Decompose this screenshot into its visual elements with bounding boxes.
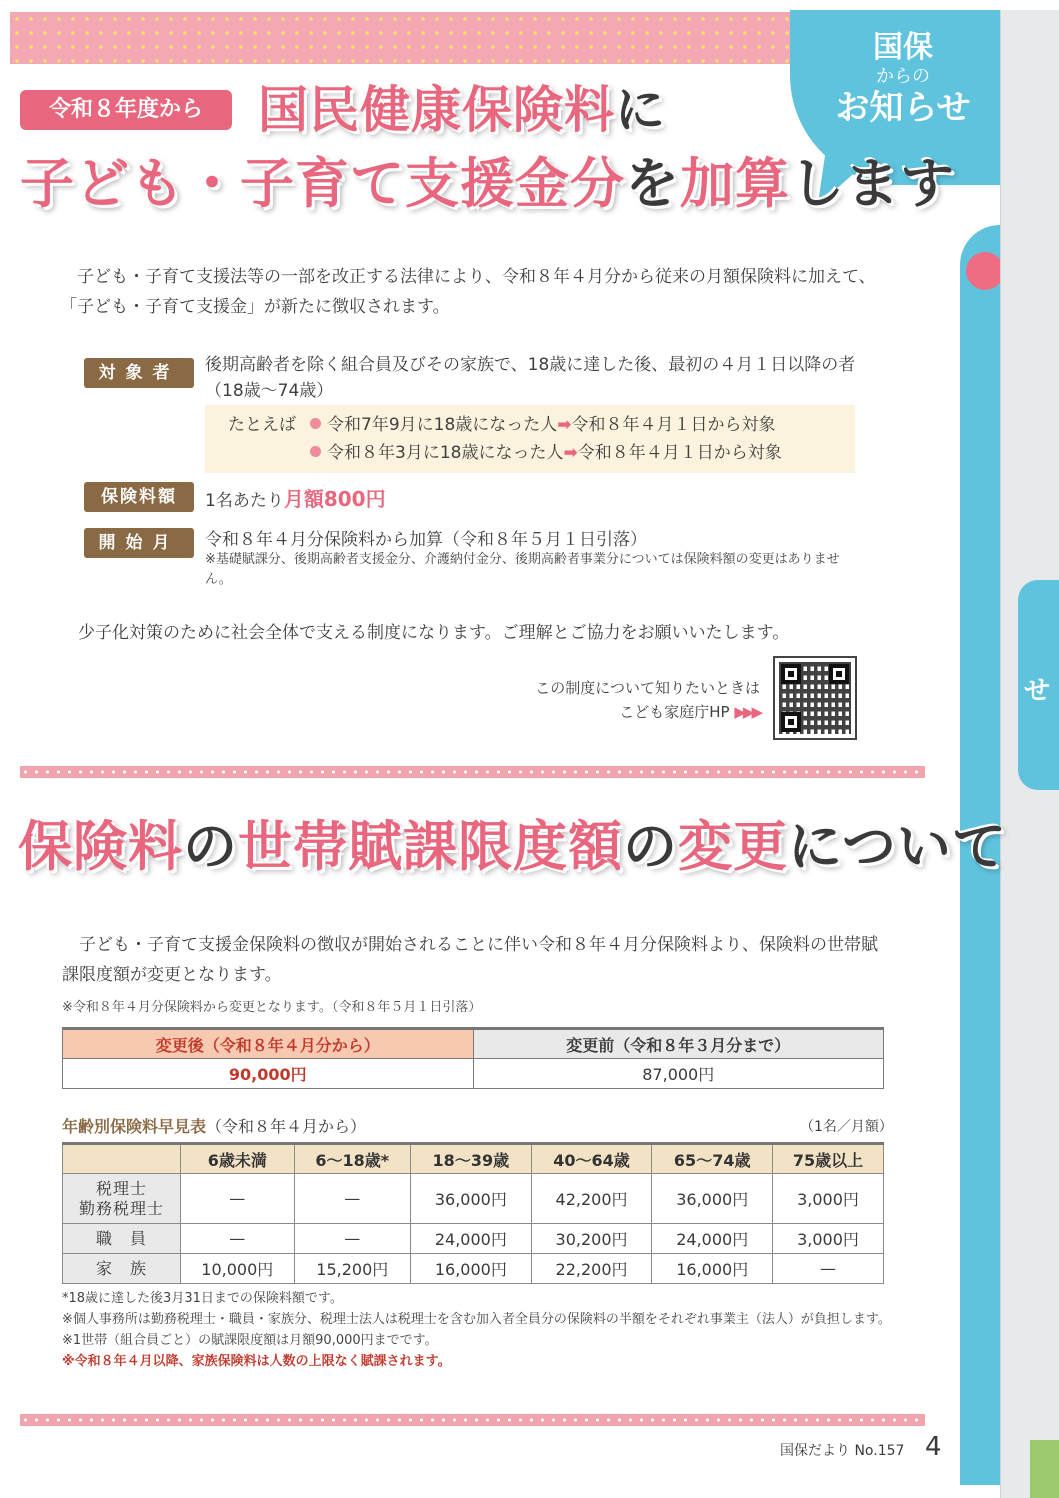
age-table-unit: （1名／月額）: [800, 1119, 893, 1135]
table-cell: 10,000円: [181, 1254, 295, 1284]
fee-label: 保険料額: [84, 482, 194, 512]
bubble-line2: からの: [876, 66, 930, 87]
table-cell: 3,000円: [773, 1224, 884, 1254]
closing-text: 少子化対策のために社会全体で支える制度になります。ご理解とご協力をお願いいたします。: [78, 623, 790, 643]
table-cell: —: [294, 1174, 410, 1224]
publication-name: 国保だより No.157: [780, 1443, 905, 1459]
headline-1-part2: に: [615, 81, 666, 139]
headline-2: [20, 150, 955, 218]
triple-arrow-icon: ▶▶▶: [734, 703, 760, 721]
table-row: [63, 1254, 884, 1284]
table-cell: 3,000円: [773, 1174, 884, 1224]
limit-table: [62, 1027, 884, 1089]
hp-link-text: こども家庭庁HP: [619, 703, 730, 721]
column-header: 18～39歳: [410, 1144, 531, 1174]
qr-finder: [781, 664, 801, 684]
table-header-row: [63, 1144, 884, 1174]
adjacent-page-green: [1030, 1440, 1059, 1498]
table-cell: 16,000円: [652, 1254, 773, 1284]
footnotes: [62, 1288, 922, 1372]
fiscal-year-tag: 令和８年度から: [20, 90, 232, 130]
footnote-1: *18歳に達した後3月31日までの保険料額です。: [62, 1291, 343, 1306]
age-table-title: [62, 1114, 366, 1137]
table-cell: —: [181, 1224, 295, 1254]
start-label: 開始月: [84, 528, 194, 558]
table-cell: —: [294, 1224, 410, 1254]
row-label: 家 族: [63, 1254, 181, 1284]
limit-intro: 子ども・子育て支援金保険料の徴収が開始されることに伴い令和８年４月分保険料より、保険料の世帯賦課限度額が変更となります。: [62, 935, 878, 985]
fee-text: [205, 483, 386, 512]
example-2-condition: 令和８年3月に18歳になった人: [327, 443, 564, 463]
section-divider: [20, 766, 925, 778]
headline-3-part-b: の: [183, 815, 238, 878]
headline-3-part-e: 変更: [678, 815, 788, 878]
age-table-title-main: 年齢別保険料早見表: [62, 1117, 207, 1136]
headline-3-part-f: について: [788, 815, 1007, 878]
footnote-2: ※個人事務所は勤務税理士・職員・家族分、税理士法人は税理士を含む加入者全員分の保険料の半額をそれぞれ事業主（法人）が負担します。: [62, 1312, 891, 1327]
column-header: [63, 1144, 181, 1174]
right-arrow-icon: ➡: [563, 443, 578, 463]
table-row: [63, 1059, 884, 1089]
fee-amount: 月額800円: [283, 487, 386, 511]
table-cell: 16,000円: [410, 1254, 531, 1284]
adjacent-tab-text: せ: [1024, 676, 1051, 706]
headline-2-part-a: 子ども・子育て支援金分: [20, 152, 625, 215]
table-cell: 36,000円: [410, 1174, 531, 1224]
right-arrow-icon: ➡: [557, 415, 572, 435]
table-cell: 22,200円: [531, 1254, 652, 1284]
table-cell: 24,000円: [410, 1224, 531, 1254]
headline-3: [18, 812, 1007, 882]
row-label-line1: 税理士: [95, 1178, 147, 1198]
qr-code[interactable]: [773, 656, 857, 740]
table-cell: —: [181, 1174, 295, 1224]
headline-1: [258, 80, 666, 140]
row-label-line2: 勤務税理士: [78, 1198, 164, 1218]
table-cell: 42,200円: [531, 1174, 652, 1224]
bubble-line3: お知らせ: [835, 88, 971, 128]
table-cell: 30,200円: [531, 1224, 652, 1254]
example-2-result: 令和８年４月１日から対象: [577, 443, 782, 463]
example-line-1: [310, 410, 776, 435]
limit-after-value: 90,000円: [63, 1059, 474, 1089]
target-label: 対象者: [84, 358, 194, 388]
side-dot: [966, 252, 1004, 290]
qr-finder: [829, 664, 849, 684]
headline-1-part1: 国民健康保険料: [258, 81, 615, 139]
age-premium-table: [62, 1142, 884, 1284]
notice-bubble-text: [808, 30, 998, 128]
hp-note: [440, 676, 760, 724]
table-cell: —: [773, 1254, 884, 1284]
hp-note-line1: この制度について知りたいときは: [535, 679, 760, 697]
headline-2-part-d: します: [790, 152, 955, 215]
limit-note: ※令和８年４月分保険料から変更となります。（令和８年５月１日引落）: [62, 1000, 482, 1015]
bubble-line1: 国保: [873, 30, 933, 65]
column-header: 6～18歳*: [294, 1144, 410, 1174]
column-header: 75歳以上: [773, 1144, 884, 1174]
age-table-subtitle: （令和８年４月から）: [206, 1117, 367, 1136]
table-cell: 36,000円: [652, 1174, 773, 1224]
table-row: [63, 1029, 884, 1059]
headline-3-part-d: の: [623, 815, 678, 878]
footnote-3: ※1世帯（組合員ごと）の賦課限度額は月額90,000円までです。: [62, 1333, 438, 1348]
qr-finder: [781, 712, 801, 732]
support-fund-intro: 子ども・子育て支援法等の一部を改正する法律により、令和８年４月分から従来の月額保険料に加えて、「子ども・子育て支援金」が新たに徴収されます。: [60, 267, 876, 317]
headline-2-part-b: を: [625, 152, 680, 215]
column-header: 6歳未満: [181, 1144, 295, 1174]
headline-3-part-a: 保険料: [18, 815, 183, 878]
row-label: 職 員: [63, 1224, 181, 1254]
limit-after-header: 変更後（令和８年４月分から）: [63, 1029, 474, 1059]
target-text: 後期高齢者を除く組合員及びその家族で、18歳に達した後、最初の４月１日以降の者（18歳～74歳）: [205, 355, 856, 401]
table-row: [63, 1224, 884, 1254]
example-label: たとえば: [228, 415, 296, 435]
bullet-dot: [310, 446, 321, 457]
headline-3-part-c: 世帯賦課限度額: [238, 815, 623, 878]
example-1-result: 令和８年４月１日から対象: [571, 415, 776, 435]
table-cell: 15,200円: [294, 1254, 410, 1284]
page-number: 4: [925, 1432, 942, 1462]
row-label: [63, 1174, 181, 1224]
adjacent-page-tab: [1018, 580, 1059, 790]
start-note: ※基礎賦課分、後期高齢者支援金分、介護納付金分、後期高齢者事業分については保険料額の変更はありません。: [205, 552, 840, 587]
example-line-2: [310, 438, 782, 463]
headline-2-part-c: 加算: [680, 152, 790, 215]
footnote-4: ※令和８年４月以降、家族保険料は人数の上限なく賦課されます。: [62, 1354, 451, 1369]
limit-before-header: 変更前（令和８年３月分まで）: [473, 1029, 884, 1059]
bullet-dot: [310, 418, 321, 429]
start-text: 令和８年４月分保険料から加算（令和８年５月１日引落）: [205, 530, 647, 550]
example-1-condition: 令和7年9月に18歳になった人: [327, 415, 558, 435]
section-divider: [20, 1414, 925, 1426]
column-header: 40～64歳: [531, 1144, 652, 1174]
limit-before-value: 87,000円: [473, 1059, 884, 1089]
table-row: [63, 1174, 884, 1224]
column-header: 65～74歳: [652, 1144, 773, 1174]
table-cell: 24,000円: [652, 1224, 773, 1254]
fee-prefix: 1名あたり: [205, 491, 284, 511]
